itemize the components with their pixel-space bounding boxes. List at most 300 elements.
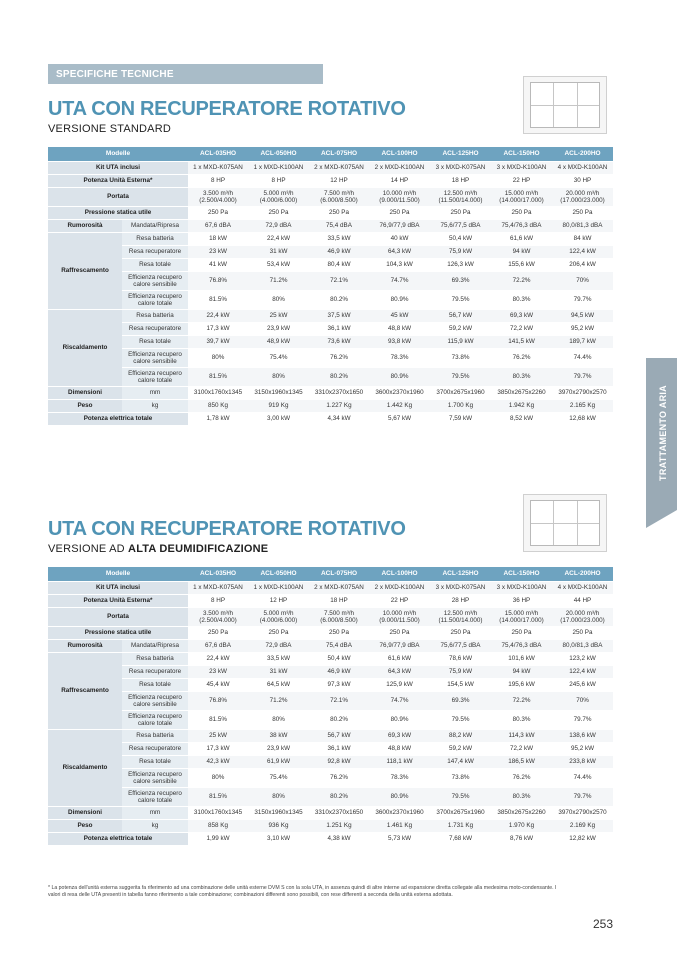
row-sublabel-eff-sensibile: Efficienza recupero calore sensibile	[122, 769, 188, 788]
cell-risc-eff-sensibile: 76.2%	[309, 349, 369, 368]
portata-range: (6.000/8.500)	[320, 617, 358, 624]
cell-dimensioni: 3700x2675x1960	[430, 807, 491, 820]
cell-kit: 3 x MXD-K100AN	[491, 162, 552, 175]
cell-rumorosita: 75,6/77,5 dBA	[430, 220, 491, 233]
cell-pressione: 250 Pa	[188, 627, 248, 640]
cell-raff-resa-totale: 206,4 kW	[552, 259, 613, 272]
table-row	[48, 188, 613, 207]
cell-kit: 4 x MXD-K100AN	[552, 162, 613, 175]
cell-risc-eff-sensibile: 80%	[188, 769, 248, 788]
row-sublabel-resa-totale: Resa totale	[122, 336, 188, 349]
cell-risc-resa-batteria: 69,3 kW	[491, 310, 552, 323]
cell-risc-resa-totale: 115,9 kW	[430, 336, 491, 349]
cell-risc-resa-totale: 61,9 kW	[248, 756, 309, 769]
column-header-model: ACL-050HO	[248, 147, 309, 162]
cell-portata	[430, 608, 491, 627]
column-header-model: ACL-035HO	[188, 147, 248, 162]
cell-raff-resa-recuperatore: 94 kW	[491, 246, 552, 259]
cell-potenza-ue: 18 HP	[309, 595, 369, 608]
cell-potenza-elettrica: 8,52 kW	[491, 413, 552, 426]
cell-portata	[188, 608, 248, 627]
cell-potenza-elettrica: 12,68 kW	[552, 413, 613, 426]
row-label-peso: Peso	[48, 400, 122, 413]
column-header-modelle: Modelle	[48, 147, 188, 162]
cell-rumorosita: 72,9 dBA	[248, 220, 309, 233]
cell-potenza-ue: 30 HP	[552, 175, 613, 188]
table-row	[48, 756, 613, 769]
cell-raff-eff-totale: 80.2%	[309, 291, 369, 310]
cell-portata	[491, 188, 552, 207]
cell-raff-eff-sensibile: 76.8%	[188, 272, 248, 291]
cell-raff-resa-recuperatore: 64,3 kW	[369, 246, 430, 259]
side-tab	[646, 358, 677, 510]
footnote: * La potenza dell'unità esterna suggerita fa riferimento ad una combinazione delle unità esterne DVM S con la sola UTA, in assenza quindi di altre interne ad espansione diretta collegate alla medesima moto-condensante. I valori di resa delle UTA presenti in tabella fanno riferimento a tale combinazione; combinazioni differenti sono possibili, con rese differenti a seconda della unità esterna adottata.	[48, 885, 557, 899]
cell-raff-eff-totale: 80.9%	[369, 711, 430, 730]
cell-risc-resa-batteria: 88,2 kW	[430, 730, 491, 743]
column-header-model: ACL-200HO	[552, 147, 613, 162]
cell-risc-eff-totale: 80.9%	[369, 788, 430, 807]
cell-portata	[309, 188, 369, 207]
row-label-potenza-elettrica: Potenza elettrica totale	[48, 413, 188, 426]
cell-raff-resa-batteria: 84 kW	[552, 233, 613, 246]
cell-raff-resa-totale: 45,4 kW	[188, 679, 248, 692]
cell-risc-eff-sensibile: 78.3%	[369, 349, 430, 368]
cell-raff-resa-recuperatore: 122,4 kW	[552, 246, 613, 259]
cell-risc-resa-recuperatore: 17,3 kW	[188, 323, 248, 336]
table-header-row	[48, 567, 613, 582]
cell-dimensioni: 3100x1760x1345	[188, 807, 248, 820]
portata-range: (4.000/6.000)	[259, 617, 298, 624]
cell-dimensioni: 3970x2790x2570	[552, 387, 613, 400]
cell-raff-resa-recuperatore: 64,3 kW	[369, 666, 430, 679]
row-unit-mm: mm	[122, 387, 188, 400]
portata-range: (11.500/14.000)	[438, 197, 483, 204]
cell-pressione: 250 Pa	[552, 627, 613, 640]
table-row	[48, 582, 613, 595]
cell-raff-eff-totale: 79.5%	[430, 291, 491, 310]
cell-raff-eff-sensibile: 69.3%	[430, 692, 491, 711]
cell-raff-resa-recuperatore: 46,9 kW	[309, 666, 369, 679]
cell-raff-resa-recuperatore: 23 kW	[188, 246, 248, 259]
cell-kit: 4 x MXD-K100AN	[552, 582, 613, 595]
cell-raff-resa-totale: 245,6 kW	[552, 679, 613, 692]
cell-risc-resa-totale: 186,5 kW	[491, 756, 552, 769]
portata-range: (2.500/4.000)	[199, 197, 237, 204]
cell-kit: 2 x MXD-K100AN	[369, 162, 430, 175]
portata-range: (9.000/11.500)	[379, 617, 420, 624]
cell-peso: 919 Kg	[248, 400, 309, 413]
row-group-riscaldamento: Riscaldamento	[48, 730, 122, 807]
row-sublabel-mandata-ripresa: Mandata/Ripresa	[122, 640, 188, 653]
cell-raff-resa-recuperatore: 75,9 kW	[430, 666, 491, 679]
table-row	[48, 272, 613, 291]
cell-peso: 2.169 Kg	[552, 820, 613, 833]
cell-potenza-elettrica: 12,82 kW	[552, 833, 613, 846]
column-header-model: ACL-075HO	[309, 567, 369, 582]
cell-raff-resa-recuperatore: 31 kW	[248, 246, 309, 259]
cell-dimensioni: 3850x2675x2260	[491, 807, 552, 820]
column-header-model: ACL-100HO	[369, 567, 430, 582]
cell-peso: 1.461 Kg	[369, 820, 430, 833]
cell-rumorosita: 76,9/77,9 dBA	[369, 640, 430, 653]
cell-dimensioni: 3310x2370x1650	[309, 387, 369, 400]
cell-risc-resa-totale: 48,9 kW	[248, 336, 309, 349]
table-row	[48, 162, 613, 175]
cell-dimensioni: 3850x2675x2260	[491, 387, 552, 400]
cell-raff-eff-sensibile: 71.2%	[248, 272, 309, 291]
cell-potenza-elettrica: 5,73 kW	[369, 833, 430, 846]
cell-dimensioni: 3600x2370x1960	[369, 807, 430, 820]
cell-kit: 2 x MXD-K075AN	[309, 162, 369, 175]
row-label-peso: Peso	[48, 820, 122, 833]
cell-raff-resa-batteria: 33,5 kW	[248, 653, 309, 666]
cell-raff-eff-sensibile: 72.1%	[309, 692, 369, 711]
cell-portata	[491, 608, 552, 627]
column-header-model: ACL-035HO	[188, 567, 248, 582]
cell-risc-resa-recuperatore: 72,2 kW	[491, 743, 552, 756]
cell-portata	[248, 608, 309, 627]
cell-pressione: 250 Pa	[552, 207, 613, 220]
cell-raff-eff-sensibile: 72.2%	[491, 272, 552, 291]
row-sublabel-resa-recuperatore: Resa recuperatore	[122, 743, 188, 756]
cell-risc-eff-sensibile: 76.2%	[491, 769, 552, 788]
cell-raff-resa-batteria: 50,4 kW	[309, 653, 369, 666]
portata-range: (17.000/23.000)	[560, 617, 605, 624]
cell-risc-eff-totale: 79.5%	[430, 788, 491, 807]
row-sublabel-resa-recuperatore: Resa recuperatore	[122, 323, 188, 336]
cell-raff-resa-batteria: 33,5 kW	[309, 233, 369, 246]
row-sublabel-resa-recuperatore: Resa recuperatore	[122, 666, 188, 679]
table-row	[48, 387, 613, 400]
cell-dimensioni: 3700x2675x1960	[430, 387, 491, 400]
cell-risc-resa-recuperatore: 95,2 kW	[552, 323, 613, 336]
cell-kit: 1 x MXD-K100AN	[248, 162, 309, 175]
table2-title: UTA CON RECUPERATORE ROTATIVO	[48, 518, 406, 540]
cell-pressione: 250 Pa	[430, 627, 491, 640]
row-sublabel-eff-totale: Efficienza recupero calore totale	[122, 788, 188, 807]
cell-kit: 2 x MXD-K075AN	[309, 582, 369, 595]
cell-risc-eff-totale: 80.3%	[491, 368, 552, 387]
cell-risc-resa-recuperatore: 48,8 kW	[369, 743, 430, 756]
table-row	[48, 413, 613, 426]
cell-kit: 1 x MXD-K100AN	[248, 582, 309, 595]
cell-raff-eff-sensibile: 70%	[552, 272, 613, 291]
cell-risc-resa-batteria: 25 kW	[188, 730, 248, 743]
cell-potenza-ue: 8 HP	[188, 595, 248, 608]
portata-range: (11.500/14.000)	[438, 617, 483, 624]
cell-pressione: 250 Pa	[188, 207, 248, 220]
cell-risc-resa-batteria: 114,3 kW	[491, 730, 552, 743]
cell-raff-eff-totale: 81.5%	[188, 291, 248, 310]
row-unit-mm: mm	[122, 807, 188, 820]
row-label-potenza-ue: Potenza Unità Esterna*	[48, 175, 188, 188]
cell-risc-resa-totale: 147,4 kW	[430, 756, 491, 769]
cell-raff-eff-sensibile: 76.8%	[188, 692, 248, 711]
cell-portata	[369, 608, 430, 627]
cell-raff-resa-totale: 53,4 kW	[248, 259, 309, 272]
cell-pressione: 250 Pa	[309, 207, 369, 220]
cell-rumorosita: 80,0/81,3 dBA	[552, 640, 613, 653]
cell-risc-eff-sensibile: 78.3%	[369, 769, 430, 788]
cell-risc-resa-totale: 233,8 kW	[552, 756, 613, 769]
cell-rumorosita: 75,4 dBA	[309, 220, 369, 233]
row-label-dimensioni: Dimensioni	[48, 807, 122, 820]
row-unit-kg: kg	[122, 400, 188, 413]
cell-raff-eff-totale: 79.7%	[552, 711, 613, 730]
cell-potenza-ue: 8 HP	[248, 175, 309, 188]
cell-risc-eff-totale: 79.7%	[552, 788, 613, 807]
table-row	[48, 627, 613, 640]
cell-risc-eff-sensibile: 75.4%	[248, 769, 309, 788]
cell-risc-resa-totale: 92,8 kW	[309, 756, 369, 769]
cell-rumorosita: 67,6 dBA	[188, 220, 248, 233]
cell-portata	[369, 188, 430, 207]
portata-value: 10.000 m³/h	[382, 189, 417, 197]
cell-potenza-ue: 12 HP	[309, 175, 369, 188]
section-banner-label: SPECIFICHE TECNICHE	[56, 69, 174, 80]
cell-pressione: 250 Pa	[369, 627, 430, 640]
cell-potenza-elettrica: 1,78 kW	[188, 413, 248, 426]
cell-raff-resa-totale: 97,3 kW	[309, 679, 369, 692]
cell-dimensioni: 3310x2370x1650	[309, 807, 369, 820]
portata-value: 3.500 m³/h	[202, 609, 234, 617]
row-label-pressione: Pressione statica utile	[48, 627, 188, 640]
row-sublabel-resa-batteria: Resa batteria	[122, 730, 188, 743]
row-label-dimensioni: Dimensioni	[48, 387, 122, 400]
portata-range: (9.000/11.500)	[379, 197, 420, 204]
column-header-model: ACL-125HO	[430, 567, 491, 582]
table1-subtitle-plain: VERSIONE STANDARD	[48, 123, 171, 135]
cell-risc-eff-totale: 81.5%	[188, 368, 248, 387]
cell-risc-resa-batteria: 69,3 kW	[369, 730, 430, 743]
row-sublabel-eff-sensibile: Efficienza recupero calore sensibile	[122, 349, 188, 368]
cell-raff-resa-recuperatore: 94 kW	[491, 666, 552, 679]
cell-kit: 1 x MXD-K075AN	[188, 162, 248, 175]
cell-rumorosita: 80,0/81,3 dBA	[552, 220, 613, 233]
cell-potenza-elettrica: 8,76 kW	[491, 833, 552, 846]
spec-table-standard	[48, 147, 613, 426]
cell-potenza-ue: 36 HP	[491, 595, 552, 608]
table-row	[48, 323, 613, 336]
cell-raff-eff-totale: 80.9%	[369, 291, 430, 310]
cell-dimensioni: 3600x2370x1960	[369, 387, 430, 400]
table-row	[48, 310, 613, 323]
cell-raff-resa-recuperatore: 75,9 kW	[430, 246, 491, 259]
cell-potenza-elettrica: 5,67 kW	[369, 413, 430, 426]
column-header-model: ACL-150HO	[491, 567, 552, 582]
cell-potenza-elettrica: 4,34 kW	[309, 413, 369, 426]
cell-potenza-elettrica: 4,38 kW	[309, 833, 369, 846]
cell-risc-eff-totale: 81.5%	[188, 788, 248, 807]
cell-peso: 858 Kg	[188, 820, 248, 833]
table2-subtitle-plain: VERSIONE AD	[48, 543, 129, 555]
cell-risc-eff-sensibile: 75.4%	[248, 349, 309, 368]
cell-peso: 1.700 Kg	[430, 400, 491, 413]
table-row	[48, 175, 613, 188]
cell-raff-resa-totale: 80,4 kW	[309, 259, 369, 272]
cell-potenza-ue: 44 HP	[552, 595, 613, 608]
portata-value: 12.500 m³/h	[443, 609, 478, 617]
row-sublabel-resa-recuperatore: Resa recuperatore	[122, 246, 188, 259]
cell-risc-resa-totale: 73,6 kW	[309, 336, 369, 349]
side-tab-label: TRATTAMENTO ARIA	[658, 385, 668, 481]
table-row	[48, 692, 613, 711]
cell-pressione: 250 Pa	[491, 207, 552, 220]
table-row	[48, 666, 613, 679]
table2-subtitle-bold: ALTA DEUMIDIFICAZIONE	[128, 543, 269, 555]
portata-value: 15.000 m³/h	[504, 189, 539, 197]
table-row	[48, 291, 613, 310]
table-row	[48, 679, 613, 692]
cell-risc-eff-totale: 80%	[248, 788, 309, 807]
cell-kit: 3 x MXD-K075AN	[430, 582, 491, 595]
row-label-potenza-ue: Potenza Unità Esterna*	[48, 595, 188, 608]
row-label-pressione: Pressione statica utile	[48, 207, 188, 220]
cell-risc-resa-recuperatore: 72,2 kW	[491, 323, 552, 336]
table-row	[48, 246, 613, 259]
row-unit-kg: kg	[122, 820, 188, 833]
cell-dimensioni: 3150x1960x1345	[248, 387, 309, 400]
table-row	[48, 730, 613, 743]
cell-potenza-ue: 12 HP	[248, 595, 309, 608]
table-row	[48, 653, 613, 666]
cell-raff-eff-sensibile: 74.7%	[369, 692, 430, 711]
cell-risc-resa-recuperatore: 36,1 kW	[309, 743, 369, 756]
cell-peso: 1.442 Kg	[369, 400, 430, 413]
cell-raff-resa-batteria: 22,4 kW	[248, 233, 309, 246]
column-header-model: ACL-100HO	[369, 147, 430, 162]
table-row	[48, 368, 613, 387]
cell-potenza-elettrica: 7,68 kW	[430, 833, 491, 846]
row-sublabel-resa-totale: Resa totale	[122, 756, 188, 769]
table-row	[48, 743, 613, 756]
cell-risc-eff-totale: 80.2%	[309, 788, 369, 807]
cell-pressione: 250 Pa	[248, 627, 309, 640]
cell-risc-resa-batteria: 138,6 kW	[552, 730, 613, 743]
row-group-riscaldamento: Riscaldamento	[48, 310, 122, 387]
portata-value: 10.000 m³/h	[382, 609, 417, 617]
cell-risc-resa-recuperatore: 48,8 kW	[369, 323, 430, 336]
cell-raff-eff-sensibile: 70%	[552, 692, 613, 711]
cell-raff-resa-batteria: 61,6 kW	[369, 653, 430, 666]
row-label-kit: Kit UTA inclusi	[48, 162, 188, 175]
cell-raff-resa-recuperatore: 23 kW	[188, 666, 248, 679]
cell-potenza-elettrica: 7,59 kW	[430, 413, 491, 426]
row-label-portata: Portata	[48, 608, 188, 627]
portata-value: 7.500 m³/h	[323, 609, 355, 617]
cell-risc-eff-totale: 80.3%	[491, 788, 552, 807]
cell-risc-resa-batteria: 22,4 kW	[188, 310, 248, 323]
cell-rumorosita: 75,6/77,5 dBA	[430, 640, 491, 653]
cell-potenza-elettrica: 3,00 kW	[248, 413, 309, 426]
cell-portata	[188, 188, 248, 207]
portata-range: (4.000/6.000)	[259, 197, 298, 204]
cell-risc-eff-sensibile: 80%	[188, 349, 248, 368]
cell-raff-resa-recuperatore: 122,4 kW	[552, 666, 613, 679]
table-row	[48, 220, 613, 233]
cell-risc-resa-batteria: 38 kW	[248, 730, 309, 743]
cell-raff-resa-totale: 64,5 kW	[248, 679, 309, 692]
portata-value: 5.000 m³/h	[263, 189, 294, 197]
table1-subtitle	[48, 123, 171, 135]
row-sublabel-eff-sensibile: Efficienza recupero calore sensibile	[122, 272, 188, 291]
portata-value: 3.500 m³/h	[202, 189, 234, 197]
table2-subtitle	[48, 543, 268, 555]
cell-raff-resa-recuperatore: 31 kW	[248, 666, 309, 679]
cell-risc-resa-recuperatore: 95,2 kW	[552, 743, 613, 756]
cell-raff-eff-sensibile: 74.7%	[369, 272, 430, 291]
cell-risc-eff-sensibile: 73.8%	[430, 349, 491, 368]
cell-risc-eff-totale: 80.9%	[369, 368, 430, 387]
row-label-kit: Kit UTA inclusi	[48, 582, 188, 595]
cell-raff-resa-batteria: 50,4 kW	[430, 233, 491, 246]
row-sublabel-resa-totale: Resa totale	[122, 259, 188, 272]
cell-risc-eff-sensibile: 74.4%	[552, 349, 613, 368]
cell-risc-resa-totale: 141,5 kW	[491, 336, 552, 349]
cell-raff-resa-batteria: 18 kW	[188, 233, 248, 246]
cell-raff-resa-totale: 126,3 kW	[430, 259, 491, 272]
cell-raff-eff-totale: 80.2%	[309, 711, 369, 730]
cell-peso: 1.251 Kg	[309, 820, 369, 833]
cell-portata	[248, 188, 309, 207]
cell-raff-eff-totale: 79.7%	[552, 291, 613, 310]
cell-raff-eff-totale: 81.5%	[188, 711, 248, 730]
cell-kit: 2 x MXD-K100AN	[369, 582, 430, 595]
cell-risc-eff-totale: 79.7%	[552, 368, 613, 387]
cell-potenza-ue: 22 HP	[491, 175, 552, 188]
cell-portata	[552, 608, 613, 627]
portata-range: (14.000/17.000)	[499, 617, 544, 624]
cell-portata	[552, 188, 613, 207]
table-row	[48, 788, 613, 807]
table-row	[48, 207, 613, 220]
cell-dimensioni: 3970x2790x2570	[552, 807, 613, 820]
cell-risc-eff-totale: 80.2%	[309, 368, 369, 387]
table-row	[48, 769, 613, 788]
cell-raff-resa-batteria: 78,6 kW	[430, 653, 491, 666]
cell-raff-eff-totale: 80%	[248, 711, 309, 730]
cell-risc-resa-recuperatore: 23,9 kW	[248, 743, 309, 756]
cell-risc-eff-totale: 79.5%	[430, 368, 491, 387]
cell-potenza-ue: 28 HP	[430, 595, 491, 608]
cell-risc-resa-totale: 39,7 kW	[188, 336, 248, 349]
row-label-rumorosita: Rumorosità	[48, 220, 122, 233]
cell-risc-eff-sensibile: 76.2%	[491, 349, 552, 368]
unit-diagram-icon	[523, 76, 607, 134]
portata-value: 20.000 m³/h	[565, 609, 600, 617]
table-row	[48, 820, 613, 833]
portata-range: (2.500/4.000)	[199, 617, 237, 624]
portata-range: (6.000/8.500)	[320, 197, 358, 204]
portata-value: 15.000 m³/h	[504, 609, 539, 617]
cell-risc-resa-batteria: 25 kW	[248, 310, 309, 323]
column-header-model: ACL-150HO	[491, 147, 552, 162]
cell-peso: 1.942 Kg	[491, 400, 552, 413]
cell-risc-resa-recuperatore: 59,2 kW	[430, 743, 491, 756]
cell-raff-resa-totale: 104,3 kW	[369, 259, 430, 272]
cell-risc-resa-batteria: 56,7 kW	[430, 310, 491, 323]
portata-value: 12.500 m³/h	[443, 189, 478, 197]
cell-pressione: 250 Pa	[309, 627, 369, 640]
cell-pressione: 250 Pa	[430, 207, 491, 220]
cell-raff-eff-sensibile: 69.3%	[430, 272, 491, 291]
cell-raff-resa-batteria: 40 kW	[369, 233, 430, 246]
cell-peso: 936 Kg	[248, 820, 309, 833]
cell-portata	[430, 188, 491, 207]
row-sublabel-eff-totale: Efficienza recupero calore totale	[122, 291, 188, 310]
cell-potenza-elettrica: 1,99 kW	[188, 833, 248, 846]
table-row	[48, 400, 613, 413]
